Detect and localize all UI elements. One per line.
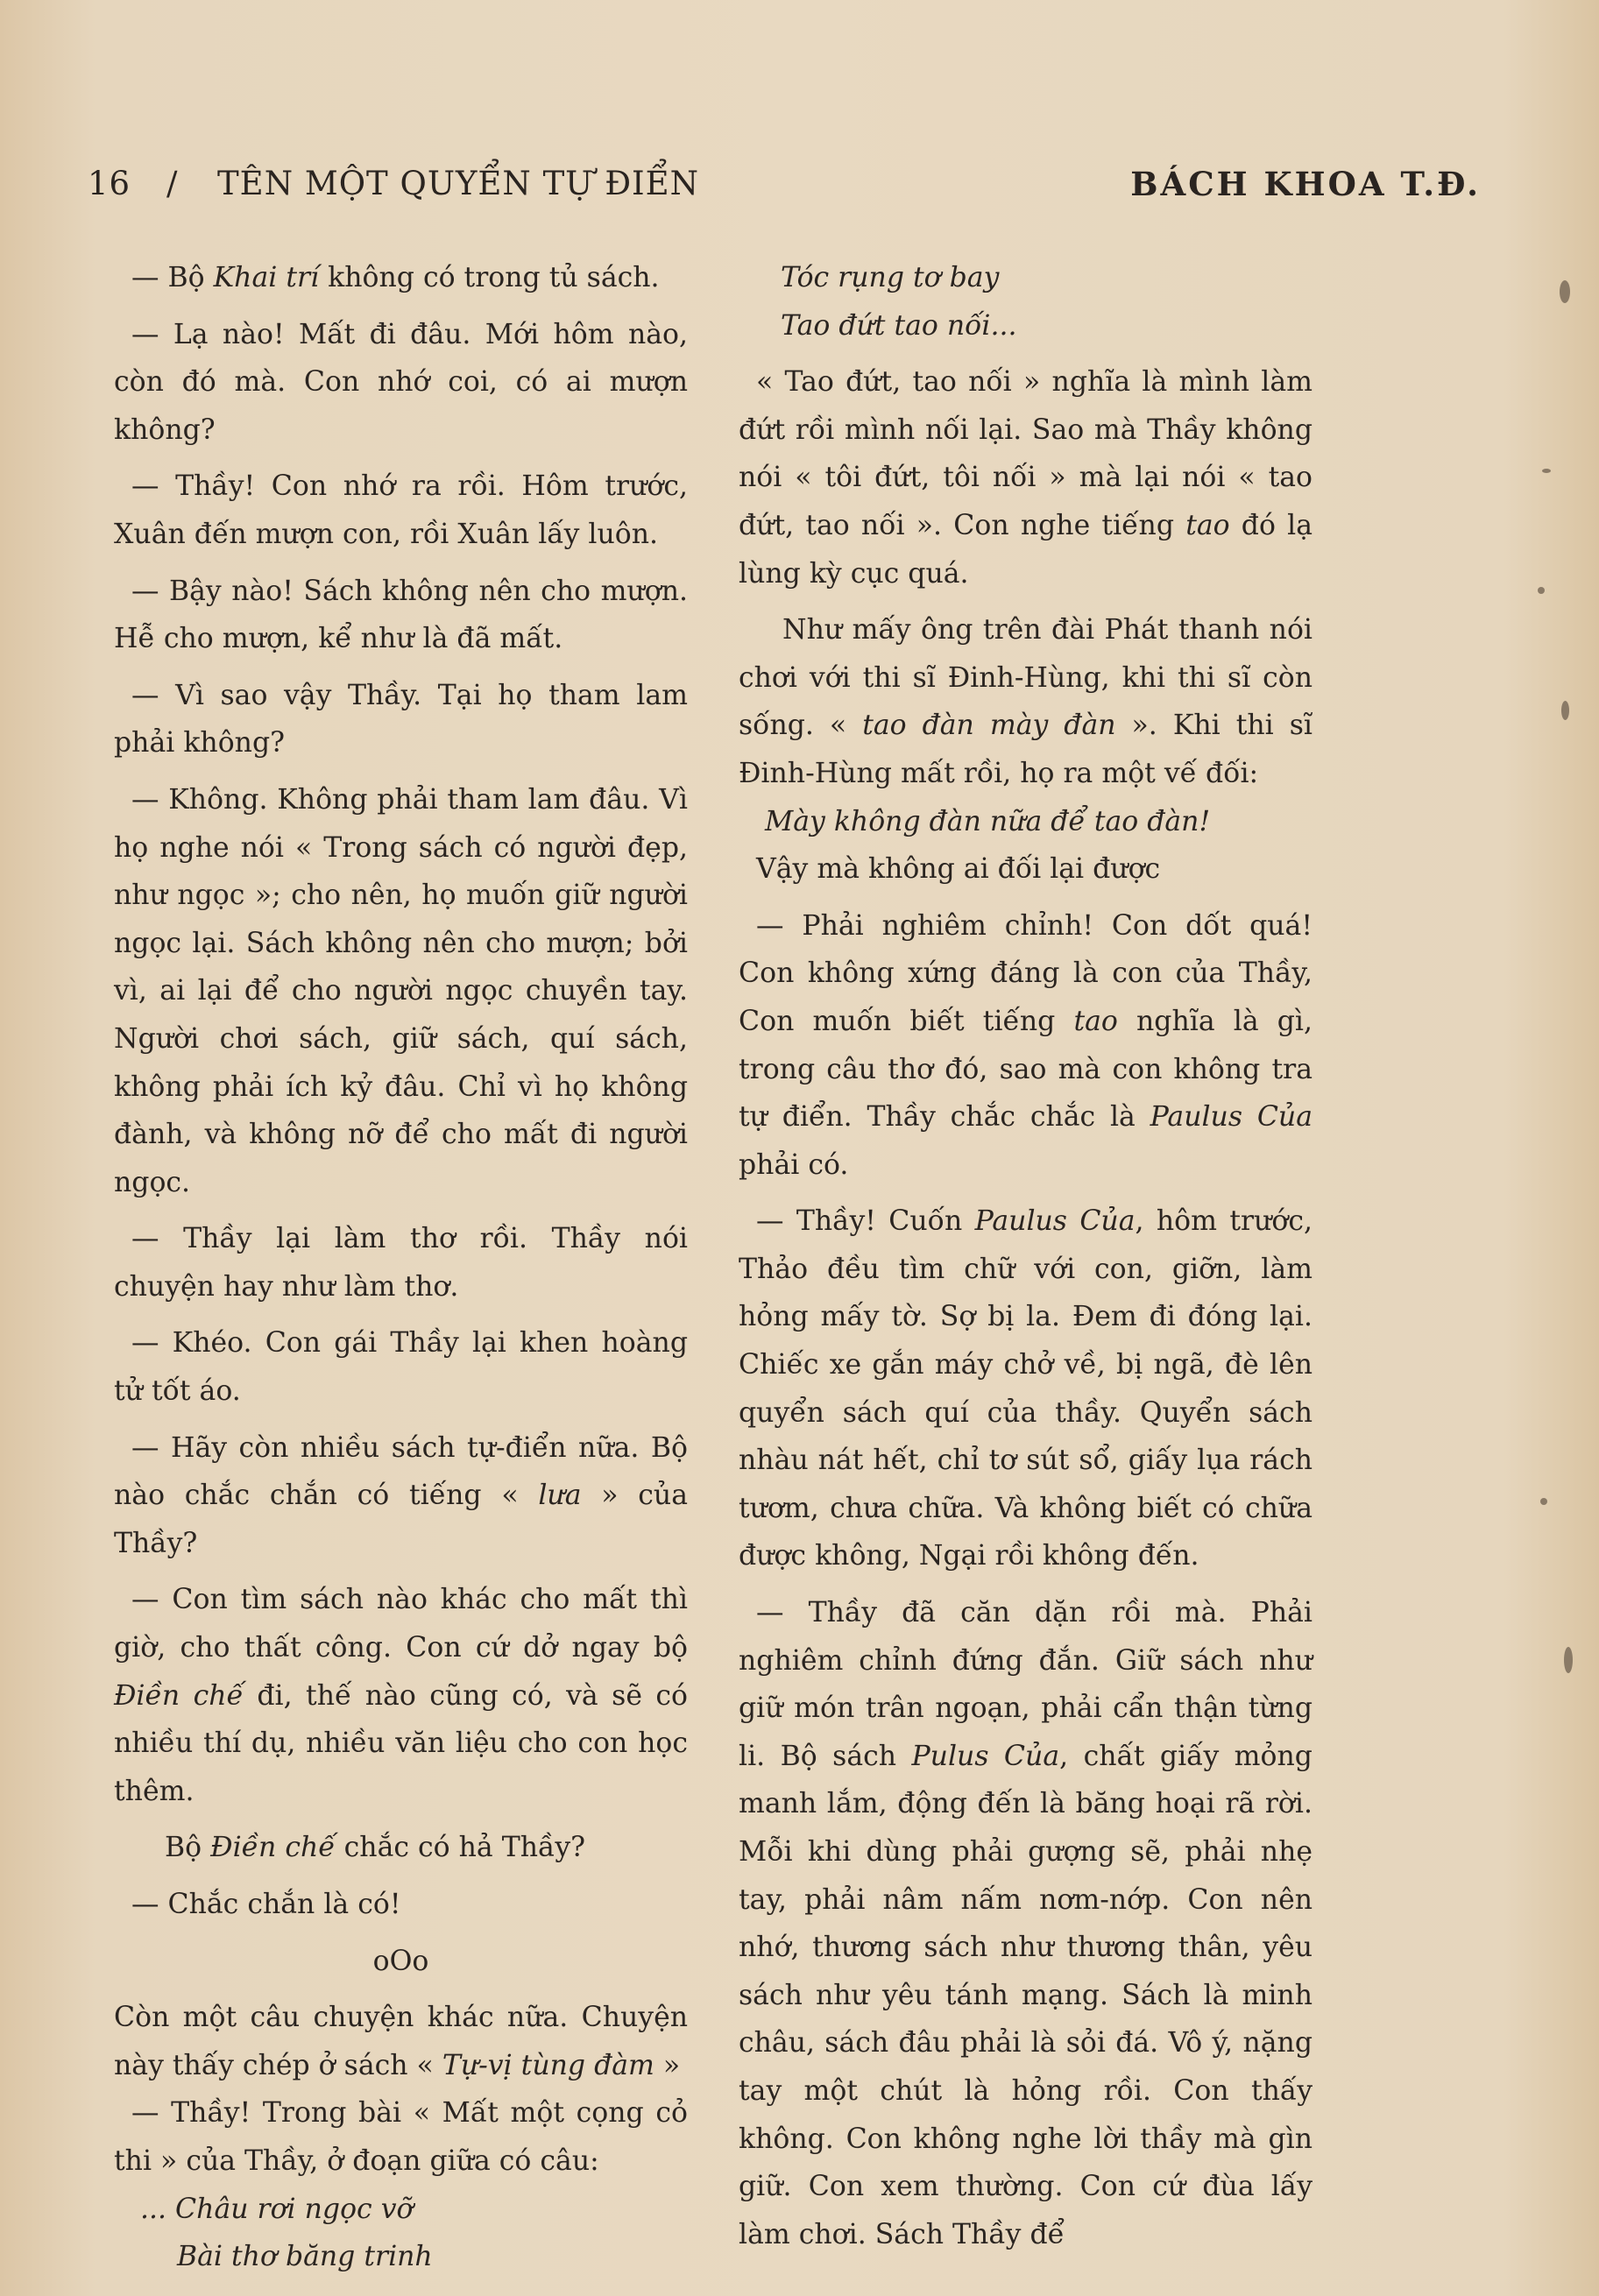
paragraph: — Bộ Khai trí không có trong tủ sách.: [131, 262, 660, 293]
book-name: Điền chế: [114, 1679, 244, 1712]
paragraph: Vậy mà không ai đối lại được: [756, 853, 1161, 886]
paper-blemish: [1540, 1498, 1547, 1505]
paragraph: — Hãy còn nhiều sách tự-điển nữa. Bộ nào chắc chắn có tiếng « lưa » của Thầy?: [114, 1431, 688, 1559]
paragraph: Bộ Điền chế chắc có hả Thầy?: [165, 1832, 586, 1864]
page-number: 16: [88, 165, 131, 202]
verse-line: ... Châu rơi ngọc vỡ: [140, 2193, 414, 2225]
book-name: Pulus Của: [911, 1740, 1060, 1772]
paper-blemish: [1542, 469, 1551, 473]
section-divider: oOo: [372, 1945, 429, 1977]
paragraph: Còn một câu chuyện khác nữa. Chuyện này thấy chép ở sách « Tự-vị tùng đàm »: [114, 2002, 688, 2081]
paragraph: — Thầy đã căn dặn rồi mà. Phải nghiêm chỉnh đứng đắn. Giữ sách như giữ món trân ngoạn, phải cẩn thận từng li. Bộ sách Pulus Của, chất giấy mỏng manh lắm, động đến là băng hoại rã rời. Mỗi khi dùng phải gượng sẽ, phải nhẹ tay, phải nâm nấm nơm-nớp. Con nên nhớ, thương sách như thương thân, yêu sách như yêu tánh mạng. Sách là minh châu, sách đâu phải là sỏi đá. Vô ý, nặng tay một chút là hỏng rồi. Con thấy không. Con không nghe lời thầy mà gìn giữ. Con xem thường. Con cứ đùa lấy làm chơi. Sách Thầy để: [739, 1597, 1312, 2250]
word-italic: tao: [1073, 1005, 1118, 1037]
paragraph: — Bậy nào! Sách không nên cho mượn. Hễ cho mượn, kể như là đã mất.: [114, 575, 688, 655]
paragraph: — Thầy lại làm thơ rồi. Thầy nói chuyện hay như làm thơ.: [114, 1223, 688, 1303]
left-column: [114, 254, 688, 2281]
paragraph: Như mấy ông trên đài Phát thanh nói chơi với thi sĩ Đinh-Hùng, khi thi sĩ còn sống. « tao đàn mày đàn ». Khi thi sĩ Đinh-Hùng mất rồi, họ ra một vế đối:: [739, 614, 1312, 789]
verse-line: Bài thơ băng trinh: [177, 2241, 433, 2273]
paragraph: — Phải nghiêm chỉnh! Con dốt quá! Con không xứng đáng là con của Thầy, Con muốn biết tiếng tao nghĩa là gì, trong câu thơ đó, sao mà con không tra tự điển. Thầy chắc chắc là Paulus Của phải có.: [739, 909, 1312, 1181]
paragraph: — Thầy! Cuốn Paulus Của, hôm trước, Thảo đều tìm chữ với con, giỡn, làm hỏng mấy tờ. Sợ bị la. Đem đi đóng lại. Chiếc xe gắn máy chở về, bị ngã, đè lên quyển sách quí của thầy. Quyển sách nhàu nát hết, chỉ tơ sút sổ, giấy lụa rách tươm, chưa chữa. Và không biết có chữa được không, Ngại rồi không đến.: [739, 1205, 1312, 1572]
header-separator: /: [166, 165, 179, 202]
word-italic: tao: [1185, 509, 1230, 541]
paper-blemish: [1561, 701, 1569, 720]
paper-blemish: [1538, 587, 1545, 594]
book-title: BÁCH KHOA T.Đ.: [1130, 165, 1481, 203]
running-header: [88, 158, 1481, 210]
paragraph: — Không. Không phải tham lam đâu. Vì họ nghe nói « Trong sách có người đẹp, như ngọc »; cho nên, họ muốn giữ người ngọc lại. Sách không nên cho mượn; bởi vì, ai lại để cho người ngọc chuyền tay. Người chơi sách, giữ sách, quí sách, không phải ích kỷ đâu. Chỉ vì họ không đành, và không nỡ để cho mất đi người ngọc.: [114, 783, 688, 1198]
book-name: Paulus Của: [1150, 1101, 1312, 1134]
chapter-title: TÊN MỘT QUYỂN TỰ ĐIỂN: [217, 165, 700, 202]
quote-italic: tao đàn mày đàn: [862, 710, 1116, 742]
paragraph: « Tao đứt, tao nối » nghĩa là mình làm đứt rồi mình nối lại. Sao mà Thầy không nói « tôi đứt, tôi nối » mà lại nói « tao đứt, tao nối ». Con nghe tiếng tao đó lạ lùng kỳ cục quá.: [739, 366, 1312, 590]
book-name: Tự-vị tùng đàm: [442, 2049, 654, 2081]
book-name: Khai trí: [213, 262, 320, 293]
verse-line: Tóc rụng tơ bay: [781, 262, 1000, 293]
paragraph: — Thầy! Trong bài « Mất một cọng cỏ thi » của Thầy, ở đoạn giữa có câu:: [114, 2097, 688, 2177]
paragraph: — Khéo. Con gái Thầy lại khen hoàng tử tốt áo.: [114, 1327, 688, 1408]
word-italic: lưa: [538, 1480, 582, 1512]
book-name: Paulus Của: [974, 1205, 1136, 1238]
verse-line: Mày không đàn nữa để tao đàn!: [765, 805, 1211, 837]
paragraph: — Vì sao vậy Thầy. Tại họ tham lam phải không?: [114, 679, 688, 759]
paragraph: — Chắc chắn là có!: [131, 1889, 401, 1920]
paragraph: — Con tìm sách nào khác cho mất thì giờ, cho thất công. Con cứ dở ngay bộ Điền chế đi, thế nào cũng có, và sẽ có nhiều thí dụ, nhiều văn liệu cho con học thêm.: [114, 1584, 688, 1807]
paper-blemish: [1564, 1647, 1573, 1673]
verse-line: Tao đứt tao nối...: [781, 309, 1017, 342]
right-column: [739, 254, 1312, 2258]
paragraph: — Lạ nào! Mất đi đâu. Mới hôm nào, còn đó mà. Con nhớ coi, có ai mượn không?: [114, 318, 688, 446]
book-name: Điền chế: [210, 1832, 336, 1864]
paper-blemish: [1560, 280, 1570, 303]
paragraph: — Thầy! Con nhớ ra rồi. Hôm trước, Xuân đến mượn con, rồi Xuân lấy luôn.: [114, 470, 688, 550]
